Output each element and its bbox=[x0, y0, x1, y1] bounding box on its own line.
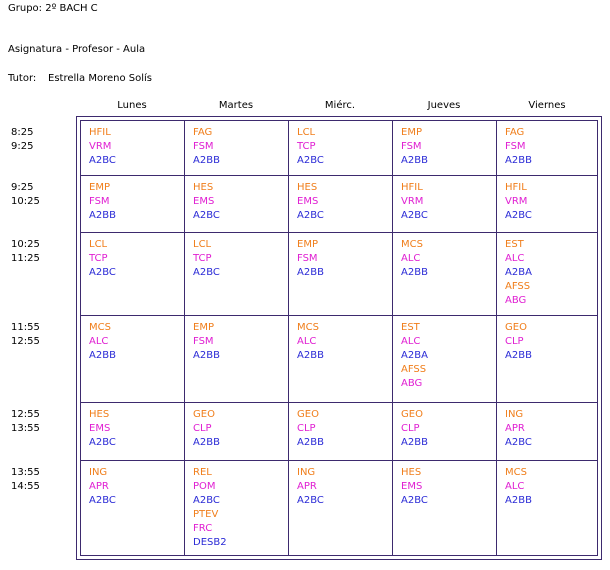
subject-code: HES bbox=[89, 409, 110, 420]
room-code: A2BB bbox=[193, 350, 220, 361]
teacher-code: ALC bbox=[505, 481, 525, 492]
teacher-code: ALC bbox=[297, 336, 317, 347]
period-end: 11:25 bbox=[11, 253, 40, 264]
room-code: A2BB bbox=[505, 155, 532, 166]
period-end: 9:25 bbox=[11, 141, 34, 152]
timetable-cell bbox=[505, 126, 532, 168]
timetable-cell bbox=[89, 466, 116, 508]
subject-code: ING bbox=[89, 467, 108, 478]
grid-row-line bbox=[80, 175, 598, 176]
period-start: 12:55 bbox=[11, 409, 40, 420]
legend-line: Asignatura - Profesor - Aula bbox=[8, 44, 146, 55]
teacher-code: ALC bbox=[401, 336, 421, 347]
period-start: 11:55 bbox=[11, 322, 40, 333]
teacher-code: FSM bbox=[297, 253, 318, 264]
room-code: A2BC bbox=[89, 495, 116, 506]
teacher-code: EMS bbox=[297, 196, 319, 207]
room-code: A2BB bbox=[193, 437, 220, 448]
timetable-grid bbox=[76, 116, 602, 560]
room-code: A2BC bbox=[89, 267, 116, 278]
timetable-cell bbox=[401, 408, 428, 450]
period-start: 13:55 bbox=[11, 467, 40, 478]
room-code: A2BB bbox=[193, 155, 220, 166]
timetable-cell bbox=[89, 408, 116, 450]
subject-code: HFIL bbox=[89, 127, 111, 138]
subject-code: FAG bbox=[193, 127, 213, 138]
room-code: A2BB bbox=[401, 437, 428, 448]
subject-code: GEO bbox=[505, 322, 527, 333]
timetable-cell bbox=[89, 321, 116, 363]
subject-code: REL bbox=[193, 467, 212, 478]
subject-code: GEO bbox=[401, 409, 423, 420]
tutor-line bbox=[8, 73, 152, 85]
group-title: Grupo: 2º BACH C bbox=[8, 3, 98, 14]
subject-code: HFIL bbox=[505, 182, 527, 193]
subject-code: GEO bbox=[193, 409, 215, 420]
timetable-cell bbox=[401, 238, 428, 280]
subject-code: MCS bbox=[89, 322, 111, 333]
day-header: Martes bbox=[218, 100, 254, 111]
teacher-code: VRM bbox=[89, 141, 112, 152]
subject-code: EST bbox=[401, 322, 420, 333]
grid-row-line bbox=[80, 315, 598, 316]
day-header: Lunes bbox=[117, 100, 147, 111]
room-code: A2BB bbox=[297, 350, 324, 361]
subject-code: ING bbox=[297, 467, 316, 478]
teacher-code: VRM bbox=[505, 196, 528, 207]
subject-code: HES bbox=[297, 182, 318, 193]
teacher-code: CLP bbox=[193, 423, 212, 434]
timetable-cell bbox=[297, 181, 324, 223]
room-code: A2BC bbox=[193, 495, 220, 506]
teacher-code: FRC bbox=[193, 523, 213, 534]
room-code: A2BC bbox=[193, 267, 220, 278]
teacher-code: FSM bbox=[193, 141, 214, 152]
grid-row-line bbox=[80, 120, 598, 121]
subject-code: LCL bbox=[193, 239, 212, 250]
room-code: A2BB bbox=[401, 267, 428, 278]
room-code: A2BB bbox=[89, 210, 116, 221]
subject-code: MCS bbox=[297, 322, 319, 333]
subject-code: LCL bbox=[297, 127, 316, 138]
subject-code: EMP bbox=[401, 127, 422, 138]
room-code: A2BA bbox=[401, 350, 428, 361]
subject-code: AFSS bbox=[401, 364, 427, 375]
room-code: A2BC bbox=[193, 210, 220, 221]
subject-code: ING bbox=[505, 409, 524, 420]
teacher-code: POM bbox=[193, 481, 216, 492]
room-code: A2BC bbox=[401, 210, 428, 221]
grid-row-line bbox=[80, 460, 598, 461]
timetable-cell bbox=[297, 408, 324, 450]
grid-col-line bbox=[184, 120, 185, 556]
period-end: 10:25 bbox=[11, 196, 40, 207]
teacher-code: EMS bbox=[401, 481, 423, 492]
room-code: A2BB bbox=[297, 437, 324, 448]
timetable-cell bbox=[401, 181, 428, 223]
timetable-cell bbox=[505, 321, 532, 363]
teacher-code: CLP bbox=[297, 423, 316, 434]
subject-code: AFSS bbox=[505, 281, 531, 292]
teacher-code: APR bbox=[297, 481, 317, 492]
room-code: A2BC bbox=[297, 495, 324, 506]
timetable-cell bbox=[193, 321, 220, 363]
tutor-label: Tutor: bbox=[8, 73, 37, 84]
subject-code: FAG bbox=[505, 127, 525, 138]
period-end: 13:55 bbox=[11, 423, 40, 434]
grid-col-line bbox=[597, 120, 598, 556]
subject-code: HES bbox=[401, 467, 422, 478]
teacher-code: TCP bbox=[297, 141, 316, 152]
teacher-code: VRM bbox=[401, 196, 424, 207]
room-code: A2BC bbox=[505, 437, 532, 448]
room-code: A2BC bbox=[89, 437, 116, 448]
room-code: DESB2 bbox=[193, 537, 227, 548]
teacher-code: FSM bbox=[505, 141, 526, 152]
teacher-code: APR bbox=[89, 481, 109, 492]
teacher-code: ABG bbox=[505, 295, 527, 306]
timetable-cell bbox=[505, 181, 532, 223]
timetable-cell bbox=[193, 126, 220, 168]
grid-col-line bbox=[496, 120, 497, 556]
teacher-code: ALC bbox=[505, 253, 525, 264]
timetable-cell bbox=[193, 466, 227, 550]
period-end: 14:55 bbox=[11, 481, 40, 492]
timetable-cell bbox=[401, 126, 428, 168]
timetable-cell bbox=[89, 238, 116, 280]
timetable-cell bbox=[297, 321, 324, 363]
teacher-code: FSM bbox=[193, 336, 214, 347]
timetable-inner bbox=[80, 120, 598, 556]
day-header: Miérc. bbox=[324, 100, 356, 111]
subject-code: EMP bbox=[89, 182, 110, 193]
period-start: 10:25 bbox=[11, 239, 40, 250]
timetable-cell bbox=[505, 238, 532, 308]
timetable-cell bbox=[401, 466, 428, 508]
subject-code: PTEV bbox=[193, 509, 219, 520]
grid-row-line bbox=[80, 402, 598, 403]
room-code: A2BC bbox=[297, 155, 324, 166]
subject-code: GEO bbox=[297, 409, 319, 420]
tutor-name: Estrella Moreno Solís bbox=[48, 73, 153, 84]
day-header: Viernes bbox=[528, 100, 566, 111]
room-code: A2BC bbox=[297, 210, 324, 221]
subject-code: HFIL bbox=[401, 182, 423, 193]
teacher-code: ABG bbox=[401, 378, 423, 389]
teacher-code: EMS bbox=[89, 423, 111, 434]
subject-code: MCS bbox=[505, 467, 527, 478]
teacher-code: TCP bbox=[89, 253, 108, 264]
timetable-cell bbox=[89, 181, 116, 223]
timetable-cell bbox=[401, 321, 428, 391]
teacher-code: CLP bbox=[505, 336, 524, 347]
room-code: A2BC bbox=[401, 495, 428, 506]
period-start: 9:25 bbox=[11, 182, 34, 193]
room-code: A2BB bbox=[505, 350, 532, 361]
timetable-cell bbox=[505, 466, 532, 508]
teacher-code: FSM bbox=[89, 196, 110, 207]
day-header-row bbox=[76, 100, 602, 114]
timetable-cell bbox=[505, 408, 532, 450]
room-code: A2BA bbox=[505, 267, 532, 278]
teacher-code: ALC bbox=[401, 253, 421, 264]
teacher-code: FSM bbox=[401, 141, 422, 152]
grid-row-line bbox=[80, 232, 598, 233]
timetable-cell bbox=[297, 466, 324, 508]
timetable-cell bbox=[193, 408, 220, 450]
teacher-code: CLP bbox=[401, 423, 420, 434]
subject-code: EMP bbox=[297, 239, 318, 250]
timetable-cell bbox=[297, 126, 324, 168]
grid-col-line bbox=[80, 120, 81, 556]
room-code: A2BC bbox=[89, 155, 116, 166]
subject-code: EMP bbox=[193, 322, 214, 333]
grid-col-line bbox=[288, 120, 289, 556]
room-code: A2BB bbox=[89, 350, 116, 361]
subject-code: LCL bbox=[89, 239, 108, 250]
period-end: 12:55 bbox=[11, 336, 40, 347]
room-code: A2BC bbox=[505, 210, 532, 221]
grid-row-line bbox=[80, 555, 598, 556]
timetable-cell bbox=[193, 181, 220, 223]
timetable-cell bbox=[297, 238, 324, 280]
teacher-code: ALC bbox=[89, 336, 109, 347]
day-header: Jueves bbox=[427, 100, 461, 111]
timetable-cell bbox=[89, 126, 116, 168]
subject-code: EST bbox=[505, 239, 524, 250]
grid-col-line bbox=[392, 120, 393, 556]
teacher-code: EMS bbox=[193, 196, 215, 207]
teacher-code: APR bbox=[505, 423, 525, 434]
room-code: A2BB bbox=[505, 495, 532, 506]
timetable-cell bbox=[193, 238, 220, 280]
subject-code: MCS bbox=[401, 239, 423, 250]
subject-code: HES bbox=[193, 182, 214, 193]
period-start: 8:25 bbox=[11, 127, 34, 138]
room-code: A2BB bbox=[401, 155, 428, 166]
teacher-code: TCP bbox=[193, 253, 212, 264]
room-code: A2BB bbox=[297, 267, 324, 278]
